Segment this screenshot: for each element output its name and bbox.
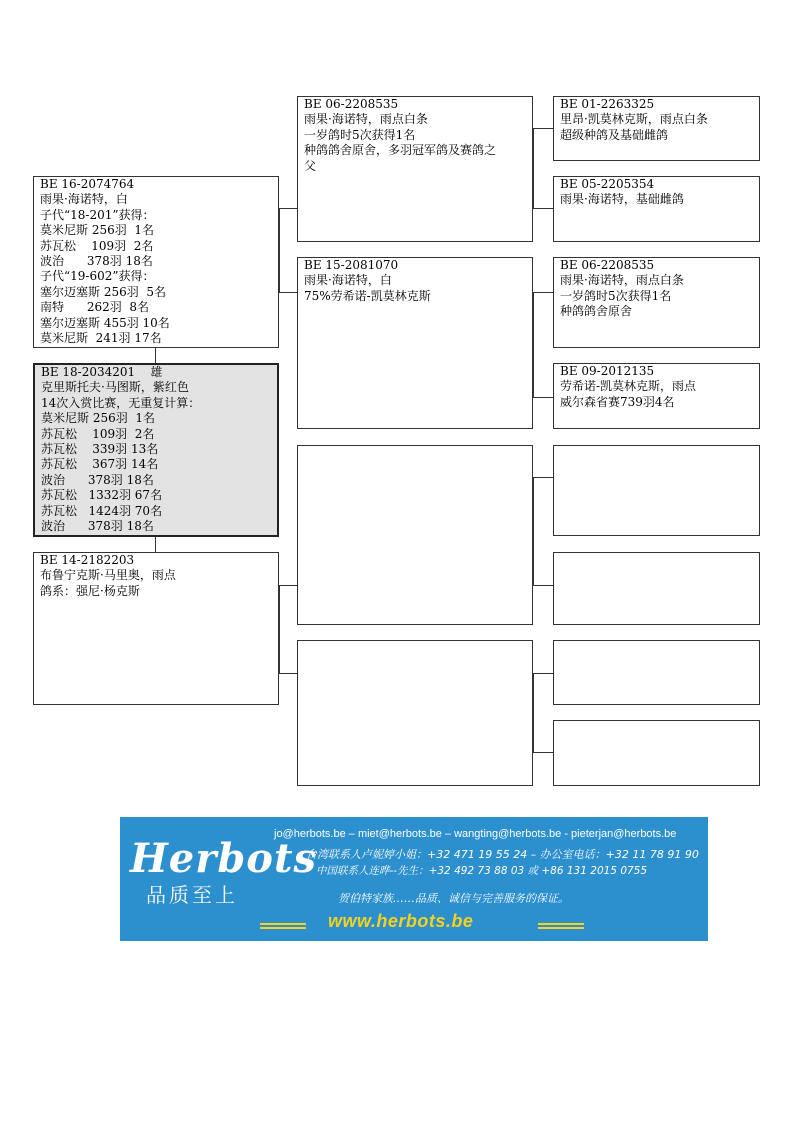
sire-card (33, 176, 279, 348)
connector (155, 348, 156, 363)
ds-dam-card (553, 552, 760, 625)
pedigree-line: 子代“19-602”获得： (40, 269, 155, 284)
pedigree-line: 雨果·海诺特，雨点白条 (304, 112, 428, 127)
pedigree-line: 一岁鸽时5次获得1名 (560, 288, 672, 303)
connector (279, 673, 297, 674)
pedigree-line: 莫米尼斯 256羽 1名 (40, 223, 154, 238)
connector (533, 397, 553, 398)
pedigree-line: 雨果·海诺特，雨点白条 (560, 273, 684, 288)
connector (533, 477, 534, 585)
ds-sire-card (553, 445, 760, 536)
connector (533, 752, 553, 753)
pedigree-line: 劳希诺-凯莫林克斯，雨点 (560, 379, 697, 394)
pedigree-line: 种鸽鸽舍原舍 (560, 304, 633, 319)
website-link[interactable]: www.herbots.be (328, 911, 474, 931)
connector (533, 208, 553, 209)
pedigree-line: BE 16-2074764 (40, 177, 135, 191)
sire-sire-card (297, 96, 533, 242)
pedigree-line: 布鲁宁克斯·马里奥，雨点 (40, 568, 176, 583)
pedigree-line: 鸽系：强尼·杨克斯 (40, 583, 140, 598)
pedigree-line: 苏瓦松 339羽 13名 (41, 442, 159, 457)
pedigree-line: 苏瓦松 1332羽 67名 (41, 488, 163, 503)
banner-tagline: 贺伯特家族……品质、诚信与完善服务的保证。 (338, 892, 569, 905)
connector (279, 585, 297, 586)
pedigree-line: 苏瓦松 109羽 2名 (40, 238, 154, 253)
pedigree-line: BE 14-2182203 (40, 553, 135, 567)
pedigree-line: 塞尔迈塞斯 256羽 5名 (40, 284, 166, 299)
connector (155, 537, 156, 552)
pedigree-line: 莫米尼斯 241羽 17名 (40, 331, 162, 346)
pedigree-line: 苏瓦松 1424羽 70名 (41, 503, 163, 518)
pedigree-line: 苏瓦松 367羽 14名 (41, 457, 159, 472)
ss-dam-card (553, 176, 760, 242)
connector (533, 292, 553, 293)
dd-dam-card (553, 720, 760, 786)
herbots-logo: Herbots (130, 835, 317, 882)
pedigree-line: 塞尔迈塞斯 455羽 10名 (40, 315, 170, 330)
banner-divider (260, 927, 306, 929)
pedigree-line: BE 05-2205354 (560, 177, 655, 191)
sd-sire-card (553, 257, 760, 348)
sd-dam-card (553, 363, 760, 429)
dam-card (33, 552, 279, 705)
banner-divider (538, 923, 584, 925)
connector (533, 292, 534, 397)
pedigree-line: BE 18-2034201 雄 (41, 365, 163, 379)
pedigree-line: BE 09-2012135 (560, 364, 655, 378)
dd-sire-card (553, 640, 760, 705)
connector (279, 585, 280, 673)
sire-dam-card (297, 257, 533, 429)
pedigree-line: BE 01-2263325 (560, 97, 655, 111)
banner-slogan: 品质至上 (146, 883, 238, 907)
pedigree-line: 子代“18-201”获得： (40, 207, 155, 222)
taiwan-contact: 台湾联系人卢妮婷小姐：+32 471 19 55 24 – 办公室电话：+32 11 78 91 90 (306, 848, 699, 861)
connector (533, 673, 553, 674)
connector (279, 292, 297, 293)
pedigree-line: BE 06-2208535 (560, 258, 655, 272)
dam-dam-card (297, 640, 533, 786)
pedigree-line: 雨果·海诺特，白 (304, 273, 392, 288)
pedigree-line: 威尔森省赛739羽4名 (560, 394, 675, 409)
connector (533, 585, 553, 586)
banner-emails[interactable]: jo@herbots.be – miet@herbots.be – wangting@herbots.be - pieterjan@herbots.be (274, 828, 677, 840)
dam-sire-card (297, 445, 533, 625)
connector (533, 673, 534, 752)
pedigree-line: 雨果·海诺特，白 (40, 192, 128, 207)
pedigree-line: BE 15-2081070 (304, 258, 399, 272)
pedigree-line: 南特 262羽 8名 (40, 300, 150, 315)
ss-sire-card (553, 96, 760, 161)
pedigree-line: 一岁鸽时5次获得1名 (304, 127, 416, 142)
connector (279, 208, 297, 209)
pedigree-line: BE 06-2208535 (304, 97, 399, 111)
pedigree-line: 父 (304, 158, 317, 173)
connector (279, 208, 280, 292)
pedigree-line: 75%劳希诺-凯莫林克斯 (304, 288, 431, 303)
pedigree-line: 莫米尼斯 256羽 1名 (41, 411, 155, 426)
pedigree-line: 里昂·凯莫林克斯，雨点白条 (560, 112, 708, 127)
pedigree-line: 雨果·海诺特，基础雌鸽 (560, 192, 684, 207)
pedigree-line: 苏瓦松 109羽 2名 (41, 426, 155, 441)
pedigree-line: 波治 378羽 18名 (41, 519, 154, 534)
pedigree-line: 种鸽鸽舍原舍，多羽冠军鸽及赛鸽之 (304, 143, 497, 158)
pedigree-line: 波治 378羽 18名 (40, 254, 153, 269)
connector (533, 477, 553, 478)
pedigree-line: 超级种鸽及基础雌鸽 (560, 127, 669, 142)
china-contact: 中国联系人连晔--先生：+32 492 73 88 03 或 +86 131 2015 0755 (316, 865, 648, 877)
pedigree-line: 波治 378羽 18名 (41, 472, 154, 487)
pedigree-line: 克里斯托夫·马图斯，紫红色 (41, 380, 189, 395)
connector (533, 128, 534, 208)
connector (533, 128, 553, 129)
banner-divider (260, 923, 306, 925)
subject-card (33, 363, 279, 537)
herbots-banner (120, 817, 708, 941)
pedigree-line: 14次入赏比赛，无重复计算： (41, 395, 201, 410)
banner-divider (538, 927, 584, 929)
